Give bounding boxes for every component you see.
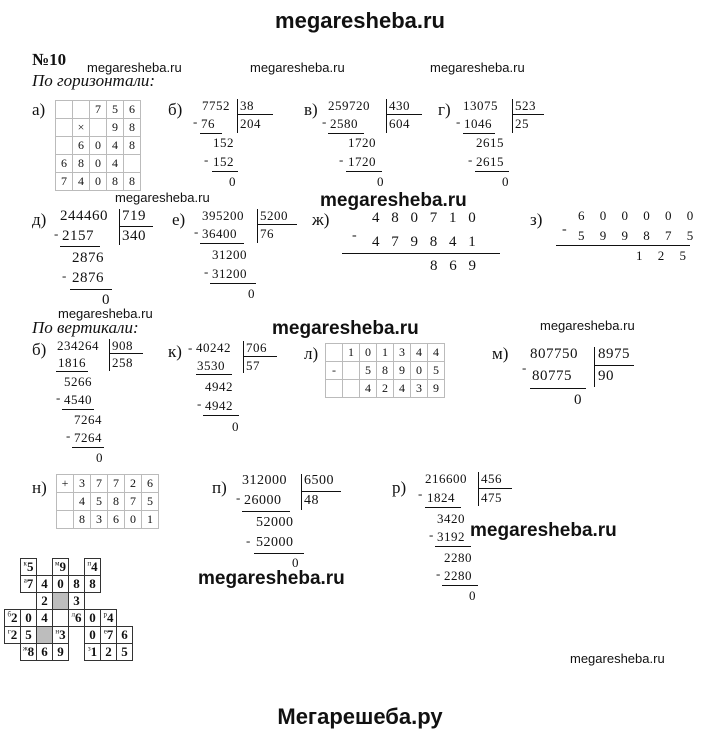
l-grid-row [326, 362, 445, 380]
a-grid-cell [56, 101, 73, 119]
site-footer[interactable]: Мегарешеба.ру [277, 704, 443, 729]
crossword-cell [5, 644, 21, 661]
d-rem1: 2876 [72, 250, 104, 266]
n-grid-cell: + [57, 475, 74, 493]
label-a: а) [32, 100, 46, 119]
watermark: megaresheba.ru [250, 60, 345, 75]
b2-divisor: 908 [112, 338, 133, 353]
l-grid-cell: 4 [411, 344, 428, 362]
p-quotient: 48 [304, 493, 319, 508]
crossword-cell: 0 [53, 576, 69, 593]
zh-minus: - [352, 228, 357, 243]
r-quotient: 475 [481, 490, 502, 505]
section-vertical: По вертикали: [32, 318, 139, 337]
a-grid-cell: 8 [73, 155, 90, 173]
n-grid-cell: 1 [142, 511, 159, 529]
crossword-cell: $^р$4 [101, 610, 117, 627]
k-dividend: 40242 [196, 340, 231, 355]
a-grid-row [56, 155, 141, 173]
a-grid-row [56, 101, 141, 119]
watermark: megaresheba.ru [320, 190, 467, 211]
crossword-clue-letter: е [103, 627, 107, 636]
crossword-row [5, 593, 133, 610]
l-grid-cell: 2 [377, 380, 394, 398]
l-grid-cell: 9 [428, 380, 445, 398]
crossword-cell [5, 593, 21, 610]
l-grid-cell: 0 [360, 344, 377, 362]
k-quotient: 57 [246, 358, 260, 373]
watermark: megaresheba.ru [540, 318, 635, 333]
crossword-cell [101, 593, 117, 610]
b-dividend: 7752 [202, 98, 230, 113]
v-rem1: 1720 [348, 135, 376, 150]
e-quotient: 76 [260, 226, 274, 241]
r-sub1: 1824 [427, 490, 455, 505]
k-sub1: 3530 [197, 358, 225, 373]
crossword-cell: 6 [117, 627, 133, 644]
section-horizontal: По горизонтали: [32, 71, 156, 90]
g-rem1: 2615 [476, 135, 504, 150]
a-grid-cell [56, 137, 73, 155]
p-rem1: 52000 [256, 515, 294, 530]
z-result: 1 2 5 [636, 248, 692, 263]
g-sub2: 2615 [476, 154, 504, 169]
b-end: 0 [229, 174, 236, 189]
a-grid-cell: 8 [107, 173, 124, 191]
n-grid-row [57, 511, 159, 529]
crossword-clue-letter: б [7, 610, 12, 619]
crossword-clue-letter: а [23, 576, 27, 585]
a-grid-cell: 4 [107, 155, 124, 173]
n-grid-cell: 5 [142, 493, 159, 511]
p-dividend: 312000 [242, 473, 287, 488]
watermark: megaresheba.ru [470, 520, 617, 541]
label-b2: б) [32, 340, 47, 359]
a-grid-cell [56, 119, 73, 137]
a-grid-cell: 8 [124, 137, 141, 155]
label-b: б) [168, 100, 183, 119]
g-divisor: 523 [515, 98, 536, 113]
crossword-cell: $^б$2 [5, 610, 21, 627]
crossword-cell: $^м$9 [53, 559, 69, 576]
crossword-grid [4, 558, 133, 661]
label-l: л) [304, 344, 319, 363]
crossword-cell: 5 [117, 644, 133, 661]
crossword-row [5, 610, 133, 627]
n-grid-cell [57, 493, 74, 511]
a-grid-cell: 7 [56, 173, 73, 191]
a-grid-cell [73, 101, 90, 119]
r-end: 0 [469, 588, 476, 603]
crossword-cell: 6 [37, 644, 53, 661]
n-grid-cell: 8 [108, 493, 125, 511]
a-grid-row [56, 137, 141, 155]
a-grid-cell: 5 [107, 101, 124, 119]
crossword-cell [37, 627, 53, 644]
z-minus: - [562, 222, 567, 237]
b2-rem1: 5266 [64, 374, 92, 389]
a-grid-cell: 0 [90, 173, 107, 191]
l-grid-cell: 4 [394, 380, 411, 398]
l-grid-cell: 1 [377, 344, 394, 362]
m-divisor: 8975 [598, 346, 630, 362]
crossword-cell: 0 [85, 610, 101, 627]
crossword-cell: 5 [21, 627, 37, 644]
e-sub1: 36400 [202, 226, 237, 241]
r-rem2: 2280 [444, 550, 472, 565]
r-rem1: 3420 [437, 511, 465, 526]
crossword-row [5, 644, 133, 661]
l-grid-cell [343, 362, 360, 380]
e-end: 0 [248, 286, 255, 301]
a-grid-cell: 4 [73, 173, 90, 191]
a-grid-cell: 7 [90, 101, 107, 119]
crossword-cell [53, 610, 69, 627]
crossword-cell [21, 593, 37, 610]
a-grid-cell [124, 155, 141, 173]
v-divisor: 430 [389, 98, 410, 113]
label-e: е) [172, 210, 186, 229]
r-dividend: 216600 [425, 471, 467, 486]
n-grid-cell: 6 [108, 511, 125, 529]
d-quotient: 340 [122, 228, 146, 244]
a-grid-cell: 8 [124, 119, 141, 137]
crossword-cell [53, 593, 69, 610]
label-g: г) [438, 100, 451, 119]
crossword-cell [101, 559, 117, 576]
watermark: megaresheba.ru [87, 60, 182, 75]
crossword-clue-letter: ж [22, 644, 28, 653]
crossword-cell: $^л$6 [69, 610, 85, 627]
crossword-cell: $^е$7 [101, 627, 117, 644]
p-sub2: 52000 [256, 535, 294, 550]
watermark: megaresheba.ru [430, 60, 525, 75]
z-minuend: 6 0 0 0 0 0 [578, 208, 700, 223]
p-sub1: 26000 [244, 493, 282, 508]
d-end: 0 [102, 292, 110, 308]
l-grid-cell: 1 [343, 344, 360, 362]
p-end: 0 [292, 555, 299, 570]
crossword-cell [69, 644, 85, 661]
g-end: 0 [502, 174, 509, 189]
crossword-cell: 0 [21, 610, 37, 627]
label-z: з) [530, 210, 543, 229]
crossword-clue-letter: р [103, 610, 107, 619]
crossword-cell [69, 559, 85, 576]
crossword-cell: $^н$3 [53, 627, 69, 644]
crossword-cell: $^з$1 [85, 644, 101, 661]
label-p: п) [212, 478, 227, 497]
crossword-cell: 4 [37, 576, 53, 593]
l-grid-cell: 8 [377, 362, 394, 380]
k-rem1: 4942 [205, 379, 233, 394]
b-quotient: 204 [240, 116, 261, 131]
e-sub2: 31200 [212, 266, 247, 281]
l-grid-cell: 5 [360, 362, 377, 380]
b-divisor: 38 [240, 98, 254, 113]
z-subtrahend: 5 9 9 8 7 5 [578, 228, 700, 243]
label-r: р) [392, 478, 407, 497]
n-grid-row [57, 493, 159, 511]
addition-grid-n [56, 474, 159, 529]
a-grid-cell: × [73, 119, 90, 137]
l-grid-cell [326, 344, 343, 362]
g-sub1: 1046 [464, 116, 492, 131]
l-grid-cell: 3 [411, 380, 428, 398]
label-k: к) [168, 342, 182, 361]
a-grid-cell: 6 [73, 137, 90, 155]
crossword-cell: 0 [85, 627, 101, 644]
v-quotient: 604 [389, 116, 410, 131]
v-dividend: 259720 [328, 98, 370, 113]
a-grid-row [56, 173, 141, 191]
crossword-cell: $^г$2 [5, 627, 21, 644]
g-quotient: 25 [515, 116, 529, 131]
crossword-cell: 8 [69, 576, 85, 593]
v-sub1: 2580 [330, 116, 358, 131]
label-n: н) [32, 478, 47, 497]
l-grid-cell: 5 [428, 362, 445, 380]
n-grid-cell: 7 [125, 493, 142, 511]
n-grid-cell: 7 [91, 475, 108, 493]
a-grid-cell: 4 [107, 137, 124, 155]
crossword-clue-letter: л [71, 610, 75, 619]
n-grid-cell: 7 [108, 475, 125, 493]
crossword-cell: $^ж$8 [21, 644, 37, 661]
label-m: м) [492, 344, 509, 363]
v-end: 0 [377, 174, 384, 189]
crossword-cell: 4 [37, 610, 53, 627]
a-grid-cell: 0 [90, 137, 107, 155]
b2-sub1: 1816 [58, 355, 86, 370]
b2-sub2: 4540 [64, 392, 92, 407]
n-grid-cell: 3 [91, 511, 108, 529]
crossword-cell [101, 576, 117, 593]
watermark: megaresheba.ru [272, 318, 419, 339]
watermark: megaresheba.ru [198, 568, 345, 589]
crossword-cell: 9 [53, 644, 69, 661]
b-rem1: 152 [213, 135, 234, 150]
crossword-clue-letter: н [55, 627, 60, 636]
crossword-cell [5, 559, 21, 576]
b2-quotient: 258 [112, 355, 133, 370]
zh-minuend: 4 8 0 7 1 0 [372, 210, 480, 226]
crossword-cell: 2 [37, 593, 53, 610]
d-sub2: 2876 [72, 270, 104, 286]
crossword-cell: $^а$7 [21, 576, 37, 593]
label-d: д) [32, 210, 47, 229]
crossword-cell [85, 593, 101, 610]
crossword-cell: $^к$5 [21, 559, 37, 576]
l-grid-cell: 4 [360, 380, 377, 398]
site-header[interactable]: megaresheba.ru [275, 8, 445, 33]
v-sub2: 1720 [348, 154, 376, 169]
zh-subtrahend: 4 7 9 8 4 1 [372, 234, 480, 250]
b2-rem2: 7264 [74, 412, 102, 427]
n-grid-cell: 8 [74, 511, 91, 529]
r-sub2: 3192 [437, 529, 465, 544]
m-dividend: 807750 [530, 346, 578, 362]
a-grid-cell: 0 [90, 155, 107, 173]
label-v: в) [304, 100, 318, 119]
b-sub1: 76 [201, 116, 215, 131]
a-grid-cell [90, 119, 107, 137]
l-grid-cell [343, 380, 360, 398]
crossword-cell [5, 576, 21, 593]
watermark: megaresheba.ru [115, 190, 210, 205]
k-sub2: 4942 [205, 398, 233, 413]
a-grid-cell: 9 [107, 119, 124, 137]
crossword-cell: 3 [69, 593, 85, 610]
n-grid-cell [57, 511, 74, 529]
l-grid-cell: - [326, 362, 343, 380]
l-grid-cell [326, 380, 343, 398]
r-sub3: 2280 [444, 568, 472, 583]
b2-end: 0 [96, 450, 103, 465]
l-grid-row [326, 344, 445, 362]
crossword-clue-letter: з [87, 644, 91, 653]
n-grid-row [57, 475, 159, 493]
watermark: megaresheba.ru [58, 306, 153, 321]
l-grid-row [326, 380, 445, 398]
a-grid-cell: 8 [124, 173, 141, 191]
e-dividend: 395200 [202, 208, 244, 223]
a-grid-cell: 6 [124, 101, 141, 119]
a-grid-row [56, 119, 141, 137]
d-divisor: 719 [122, 208, 146, 224]
task-number: №10 [32, 50, 67, 69]
p-divisor: 6500 [304, 473, 334, 488]
multiplication-grid-a [55, 100, 141, 191]
k-divisor: 706 [246, 340, 267, 355]
g-dividend: 13075 [463, 98, 498, 113]
l-grid-cell: 9 [394, 362, 411, 380]
r-divisor: 456 [481, 471, 502, 486]
b2-sub3: 7264 [74, 430, 102, 445]
label-zh: ж) [312, 210, 330, 229]
l-grid-cell: 3 [394, 344, 411, 362]
crossword-row [5, 576, 133, 593]
n-grid-cell: 2 [125, 475, 142, 493]
subtraction-grid-l [325, 343, 445, 398]
crossword-cell [37, 559, 53, 576]
d-sub1: 2157 [62, 228, 94, 244]
zh-result: 8 6 9 [430, 258, 480, 274]
d-dividend: 244460 [60, 208, 108, 224]
n-grid-cell: 4 [74, 493, 91, 511]
crossword-row [5, 627, 133, 644]
b2-dividend: 234264 [57, 338, 99, 353]
n-grid-cell: 5 [91, 493, 108, 511]
m-sub1: 80775 [532, 368, 572, 384]
e-divisor: 5200 [260, 208, 288, 223]
crossword-clue-letter: п [87, 559, 92, 568]
a-grid-cell: 6 [56, 155, 73, 173]
watermark: megaresheba.ru [570, 651, 665, 666]
k-end: 0 [232, 419, 239, 434]
crossword-cell: 8 [85, 576, 101, 593]
crossword-clue-letter: к [23, 559, 27, 568]
crossword-cell: 2 [101, 644, 117, 661]
l-grid-cell: 4 [428, 344, 445, 362]
n-grid-cell: 6 [142, 475, 159, 493]
crossword-row [5, 559, 133, 576]
e-rem1: 31200 [212, 247, 247, 262]
crossword-cell: $^п$4 [85, 559, 101, 576]
m-quotient: 90 [598, 368, 614, 384]
n-grid-cell: 3 [74, 475, 91, 493]
crossword-cell [69, 627, 85, 644]
l-grid-cell: 0 [411, 362, 428, 380]
b-sub2: 152 [213, 154, 234, 169]
n-grid-cell: 0 [125, 511, 142, 529]
m-end: 0 [574, 392, 582, 408]
crossword-clue-letter: м [55, 559, 60, 568]
crossword-clue-letter: г [7, 627, 11, 636]
